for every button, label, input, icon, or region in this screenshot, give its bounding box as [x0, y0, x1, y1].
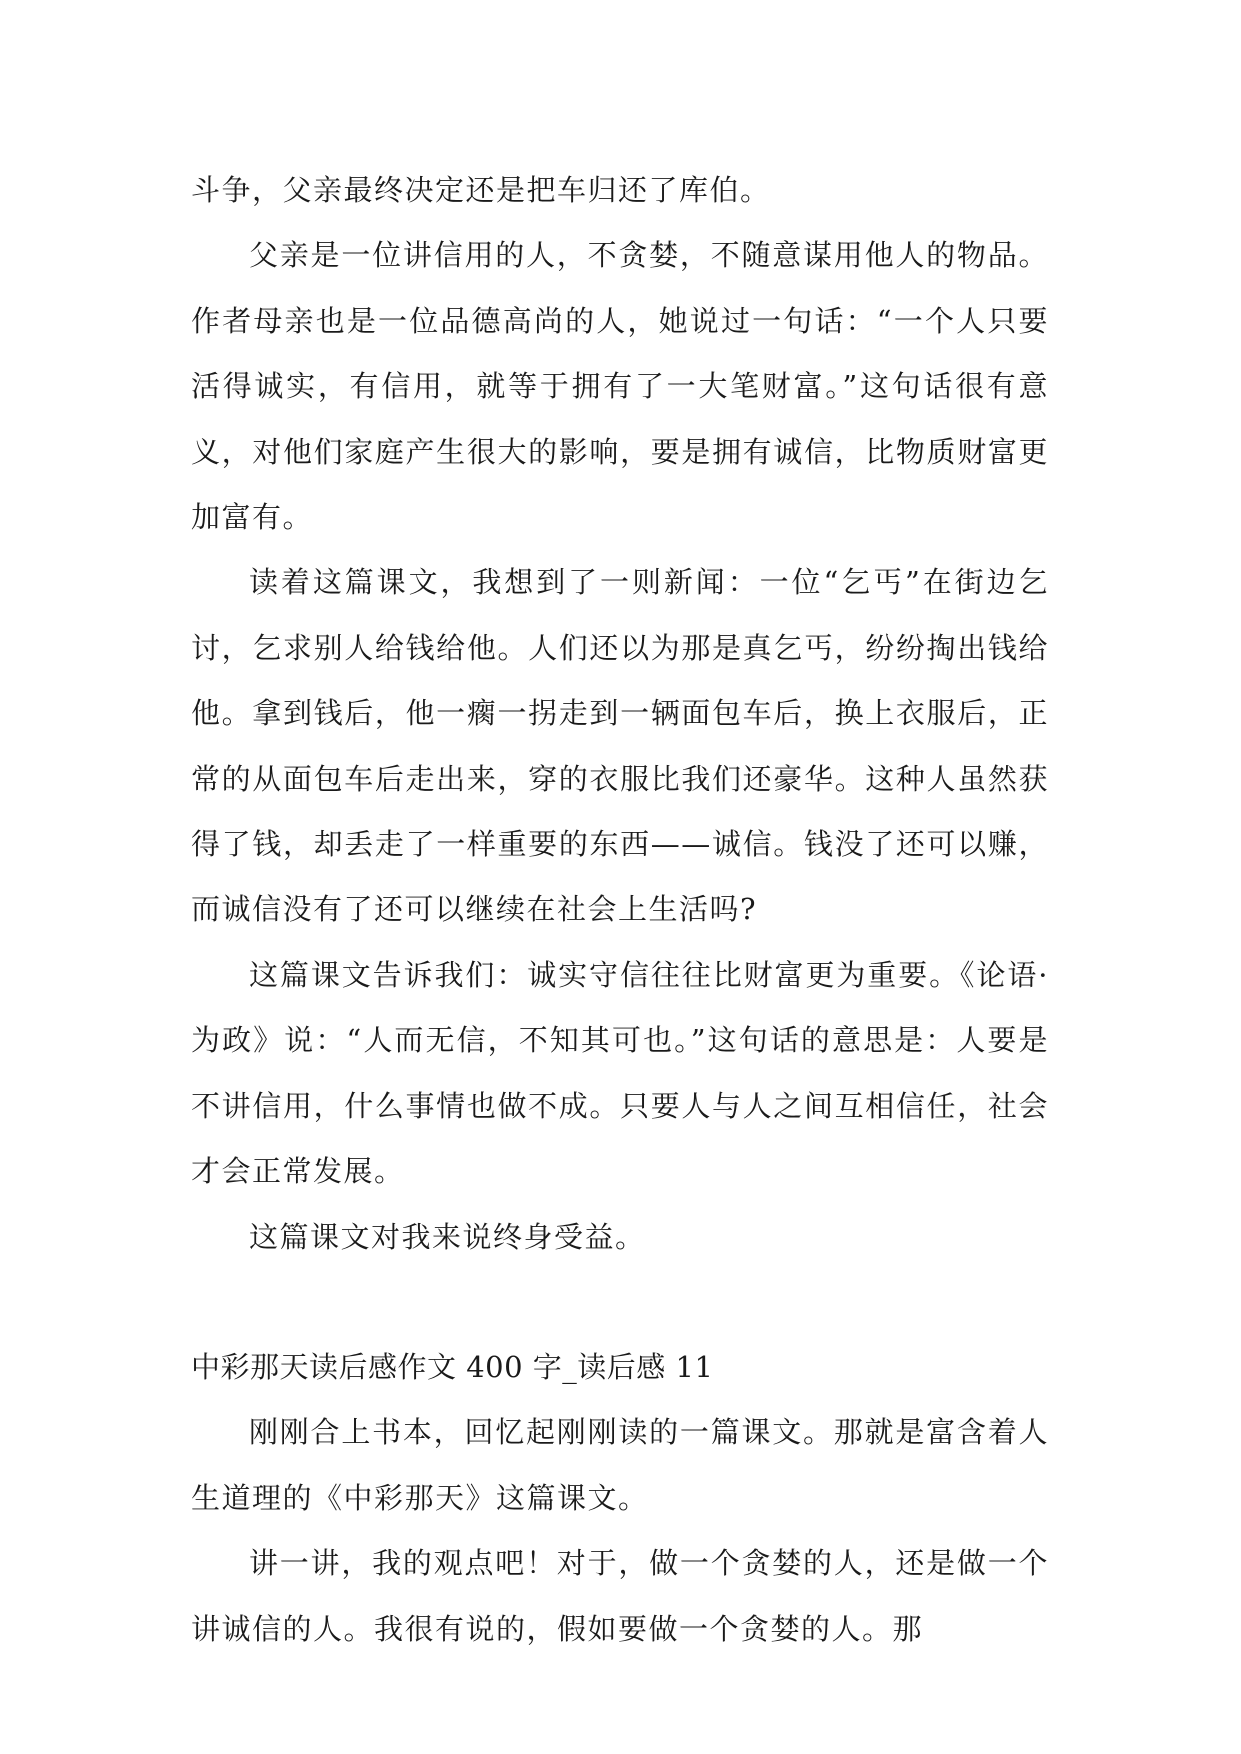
paragraph-beggar-news: 读着这篇课文，我想到了一则新闻：一位“乞丐”在街边乞讨，乞求别人给钱给他。人们还以为那是真乞丐，纷纷掏出钱给他。拿到钱后，他一瘸一拐走到一辆面包车后，换上衣服后，正常的从面包车后走出来，穿的衣服比我们还豪华。这种人虽然获得了钱，却丢走了一样重要的东西——诚信。钱没了还可以赚，而诚信没有了还可以继续在社会上生活吗? — [191, 565, 1049, 927]
paragraph-lesson: 这篇课文告诉我们：诚实守信往往比财富更为重要。《论语·为政》说：“人而无信，不知其可也。”这句话的意思是：人要是不讲信用，什么事情也做不成。只要人与人之间互相信任，社会才会正常发展。 — [191, 957, 1049, 1189]
paragraph-conclusion: 这篇课文对我来说终身受益。 — [249, 1219, 646, 1254]
document-body — [191, 158, 1049, 1662]
section-gap — [191, 1270, 1049, 1335]
paragraph-intro: 刚刚合上书本，回忆起刚刚读的一篇课文。那就是富含着人生道理的《中彩那天》这篇课文。 — [191, 1415, 1049, 1515]
paragraph-father-honesty: 父亲是一位讲信用的人，不贪婪，不随意谋用他人的物品。作者母亲也是一位品德高尚的人，她说过一句话：“一个人只要活得诚实，有信用，就等于拥有了一大笔财富。”这句话很有意义，对他们家庭产生很大的影响，要是拥有诚信，比物质财富更加富有。 — [191, 238, 1049, 535]
paragraph-opinion: 讲一讲，我的观点吧！对于，做一个贪婪的人，还是做一个讲诚信的人。我很有说的，假如要做一个贪婪的人。那 — [191, 1546, 1049, 1646]
essay-title: 中彩那天读后感作文 400 字_读后感 11 — [191, 1349, 714, 1384]
paragraph-continuation: 斗争，父亲最终决定还是把车归还了库伯。 — [191, 173, 771, 207]
